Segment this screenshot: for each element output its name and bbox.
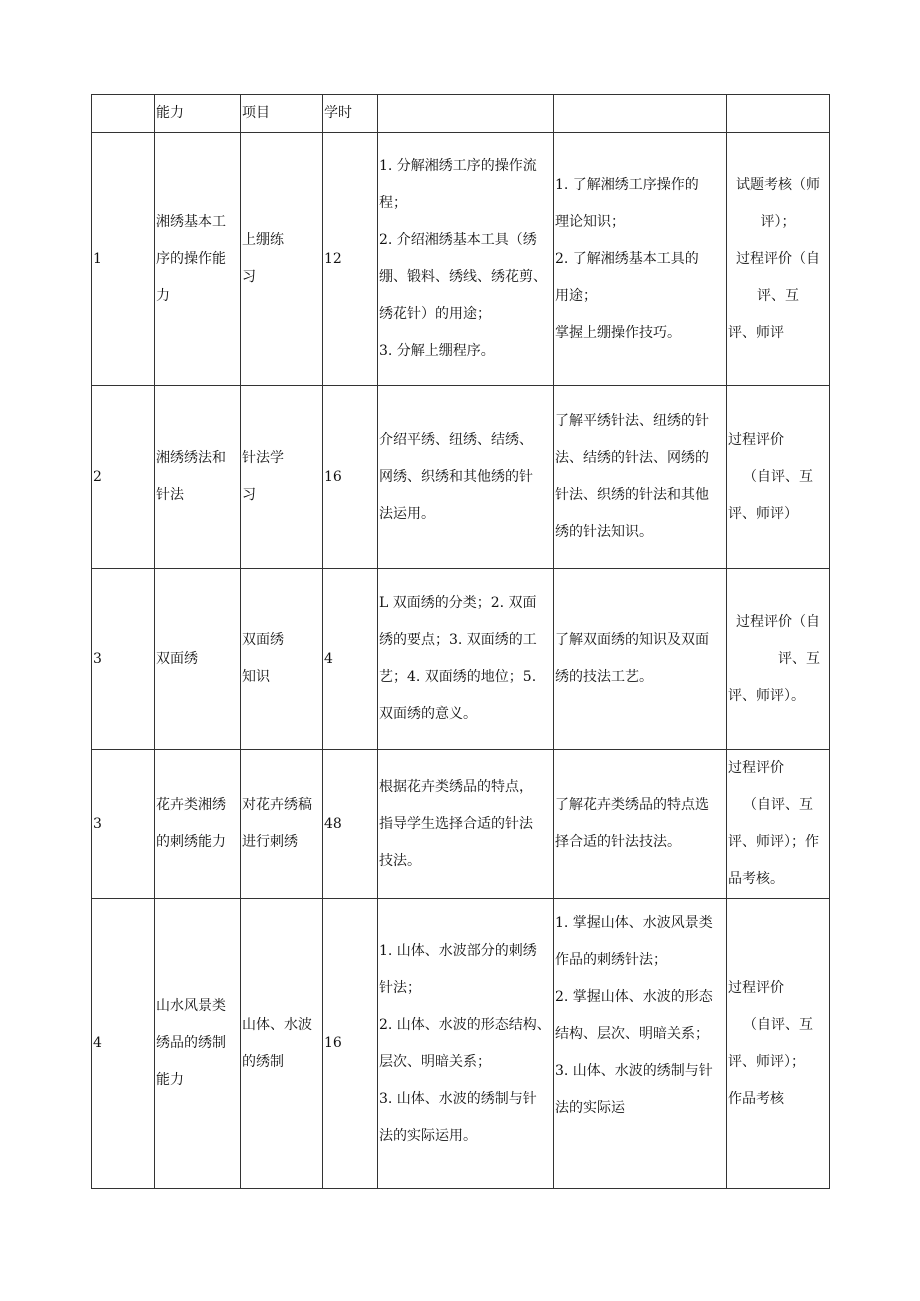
hours-cell: 16: [323, 386, 378, 569]
goal-cell: 1. 掌握山体、水波风景类 作品的刺绣针法； 2. 掌握山体、水波的形态 结构、层次、明暗关系； 3. 山体、水波的绣制与针 法的实际运: [554, 899, 727, 1189]
table-row: [92, 386, 830, 569]
evaluation-cell: 过程评价 （自评、互 评、师评）； 作品考核: [727, 899, 830, 1189]
header-goal: [554, 95, 727, 133]
table-row: [92, 569, 830, 750]
content-cell: 1. 山体、水波部分的刺绣 针法； 2. 山体、水波的形态结构、 层次、明暗关系； 3. 山体、水波的绣制与针 法的实际运用。: [378, 899, 554, 1189]
ability-cell: 花卉类湘绣 的刺绣能力: [155, 750, 241, 899]
evaluation-cell: 过程评价 （自评、互 评、师评）: [727, 386, 830, 569]
row-number: 3: [92, 750, 155, 899]
project-cell: 针法学 习: [241, 386, 323, 569]
project-cell: 上绷练 习: [241, 133, 323, 386]
header-hours: 学时: [323, 95, 378, 133]
ability-cell: 双面绣: [155, 569, 241, 750]
evaluation-cell: 试题考核（师 评）； 过程评价（自 评、互 评、师评: [727, 133, 830, 386]
table-row: [92, 750, 830, 899]
content-cell: 1. 分解湘绣工序的操作流 程； 2. 介绍湘绣基本工具（绣 绷、锻料、绣线、绣花剪、 绣花针）的用途； 3. 分解上绷程序。: [378, 133, 554, 386]
hours-cell: 16: [323, 899, 378, 1189]
hours-cell: 48: [323, 750, 378, 899]
goal-cell: 了解花卉类绣品的特点选 择合适的针法技法。: [554, 750, 727, 899]
table-row: [92, 133, 830, 386]
header-no: [92, 95, 155, 133]
goal-cell: 1. 了解湘绣工序操作的 理论知识； 2. 了解湘绣基本工具的 用途； 掌握上绷操作技巧。: [554, 133, 727, 386]
goal-cell: 了解双面绣的知识及双面 绣的技法工艺。: [554, 569, 727, 750]
content-cell: L 双面绣的分类；2. 双面 绣的要点；3. 双面绣的工 艺；4. 双面绣的地位；5. 双面绣的意义。: [378, 569, 554, 750]
project-cell: 双面绣 知识: [241, 569, 323, 750]
content-cell: 介绍平绣、纽绣、结绣、 网绣、织绣和其他绣的针 法运用。: [378, 386, 554, 569]
evaluation-cell: 过程评价 （自评、互 评、师评）；作 品考核。: [727, 750, 830, 899]
header-row: [92, 95, 830, 133]
row-number: 2: [92, 386, 155, 569]
ability-cell: 湘绣绣法和 针法: [155, 386, 241, 569]
header-ability: 能力: [155, 95, 241, 133]
hours-cell: 12: [323, 133, 378, 386]
content-cell: 根据花卉类绣品的特点， 指导学生选择合适的针法 技法。: [378, 750, 554, 899]
header-project: 项目: [241, 95, 323, 133]
table-row: [92, 899, 830, 1189]
project-cell: 对花卉绣稿 进行刺绣: [241, 750, 323, 899]
ability-cell: 湘绣基本工 序的操作能 力: [155, 133, 241, 386]
ability-cell: 山水风景类 绣品的绣制 能力: [155, 899, 241, 1189]
header-content: [378, 95, 554, 133]
evaluation-cell: 过程评价（自 评、互 评、师评）。: [727, 569, 830, 750]
hours-cell: 4: [323, 569, 378, 750]
curriculum-table: [91, 94, 830, 1189]
row-number: 3: [92, 569, 155, 750]
goal-cell: 了解平绣针法、纽绣的针 法、结绣的针法、网绣的 针法、织绣的针法和其他 绣的针法知识。: [554, 386, 727, 569]
header-evaluation: [727, 95, 830, 133]
row-number: 4: [92, 899, 155, 1189]
row-number: 1: [92, 133, 155, 386]
project-cell: 山体、水波 的绣制: [241, 899, 323, 1189]
